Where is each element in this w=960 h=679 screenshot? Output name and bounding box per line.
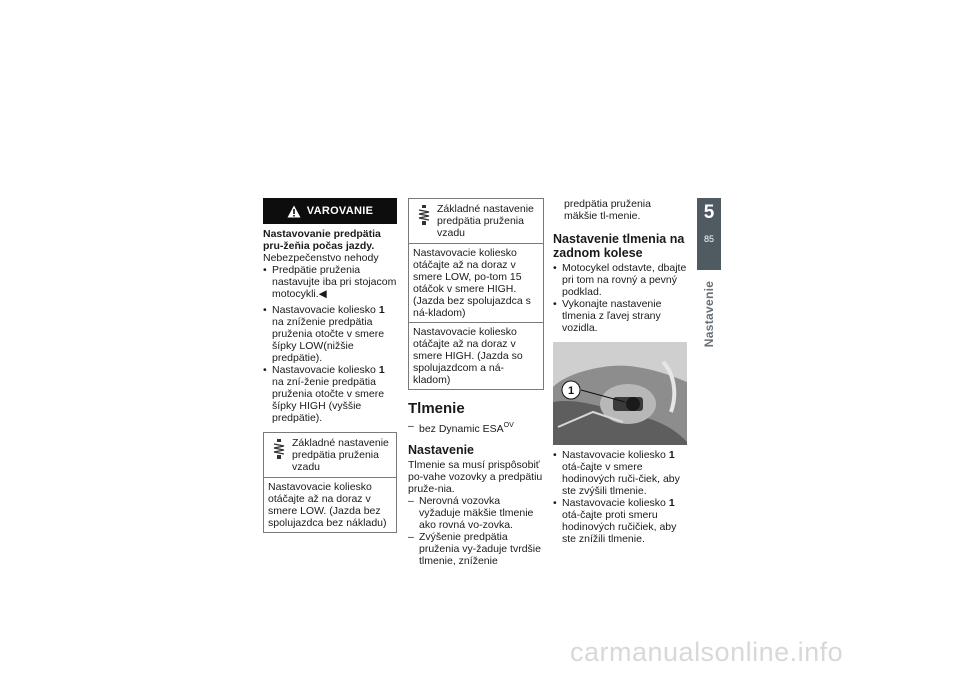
option-list xyxy=(408,420,544,435)
adjust-list xyxy=(553,449,687,545)
list-item: • Nastavovacie koliesko 1 na zníženie predpätia pruženia otočte v smere šípky LOW(nižšie predpätie). xyxy=(263,304,397,364)
list-item: • Nastavovacie koliesko 1 otá-čajte v smere hodinových ruči-čiek, aby ste zvýšili tlmenie. xyxy=(553,449,687,497)
subsection-title-nastavenie: Nastavenie xyxy=(408,443,475,457)
setting-box-header xyxy=(409,199,543,244)
warning-triangle-icon xyxy=(287,205,301,218)
setting-box-row: Nastavovacie koliesko otáčajte až na doraz v smere LOW, po-tom 15 otáčok v smere HIGH. (Jazda bez spolujazdca s ná-kladom) xyxy=(413,247,531,319)
prep-list xyxy=(553,262,687,334)
continued-text: predpätia pruženia mäkšie tl-menie. xyxy=(564,198,651,222)
setting-box xyxy=(408,198,544,390)
subsection-title-rear-damping: Nastavenie tlmenia na zadnom kolese xyxy=(553,232,685,260)
setting-box-title: Základné nastavenie predpätia pruženia vzadu xyxy=(292,437,389,473)
setting-box-row: Nastavovacie koliesko otáčajte až na doraz v smere HIGH. (Jazda so spolujazdcom a ná-kladom) xyxy=(409,322,543,389)
list-item: – Zvýšenie predpätia pruženia vy-žaduje tvrdšie tlmenie, zníženie xyxy=(408,531,544,567)
photo-callout-1: 1 xyxy=(567,385,575,397)
warning-header xyxy=(263,198,397,224)
section-side-label xyxy=(698,278,720,350)
spring-shock-icon xyxy=(272,439,286,459)
chapter-number: 5 xyxy=(703,202,715,223)
watermark: carmanualsonline.info xyxy=(570,637,844,667)
column-2 xyxy=(408,198,544,567)
column-1 xyxy=(263,198,397,533)
damping-list xyxy=(408,495,544,567)
list-item: – Nerovná vozovka vyžaduje mäkšie tlmenie ako rovná vo-zovka. xyxy=(408,495,544,531)
list-item: • Nastavovacie koliesko 1 otá-čajte proti smeru hodinových ručičiek, aby ste znížili tlmenie. xyxy=(553,497,687,545)
damping-adjuster-photo xyxy=(553,342,687,445)
setting-box-title: Základné nastavenie predpätia pruženia vzadu xyxy=(437,203,534,239)
setting-box-row: Nastavovacie koliesko otáčajte až na doraz v smere LOW. (Jazda bez spolujazdca bez nákladu) xyxy=(268,481,387,529)
photo-illustration xyxy=(553,342,687,445)
spring-shock-icon xyxy=(417,205,431,225)
setting-box xyxy=(263,432,397,533)
warning-label: VAROVANIE xyxy=(306,205,374,217)
list-item: • Vykonajte nastavenie tlmenia z ľavej strany vozidla. xyxy=(553,298,687,334)
list-item: • Motocykel odstavte, dbajte pri tom na rovný a pevný podklad. xyxy=(553,262,687,298)
section-name: Nastavenie xyxy=(702,280,716,348)
intro-text: Tlmenie sa musí prispôsobiť po-vahe vozovky a predpätiu pruže-nia. xyxy=(408,459,543,495)
hazard-list xyxy=(263,264,397,300)
list-item: – bez Dynamic $ESA^{OV}$ xyxy=(408,420,544,435)
list-item: • Nastavovacie koliesko 1 na zní-ženie predpätia pruženia otočte v smere šípky HIGH (vyššie predpätie). xyxy=(263,364,397,424)
page-number: 85 xyxy=(703,234,714,244)
instruction-list xyxy=(263,304,397,424)
warning-title: Nastavovanie predpätia pru-žeňia počas jazdy. xyxy=(263,228,381,252)
list-item: • Predpätie pruženia nastavujte iba pri stojacom motocykli.◀ xyxy=(263,264,397,300)
section-title-tlmenie: Tlmenie xyxy=(408,400,465,417)
column-3 xyxy=(553,198,687,545)
setting-box-header xyxy=(264,433,396,478)
hazard-text: Nebezpečenstvo nehody xyxy=(263,252,379,264)
chapter-tab xyxy=(697,198,721,270)
